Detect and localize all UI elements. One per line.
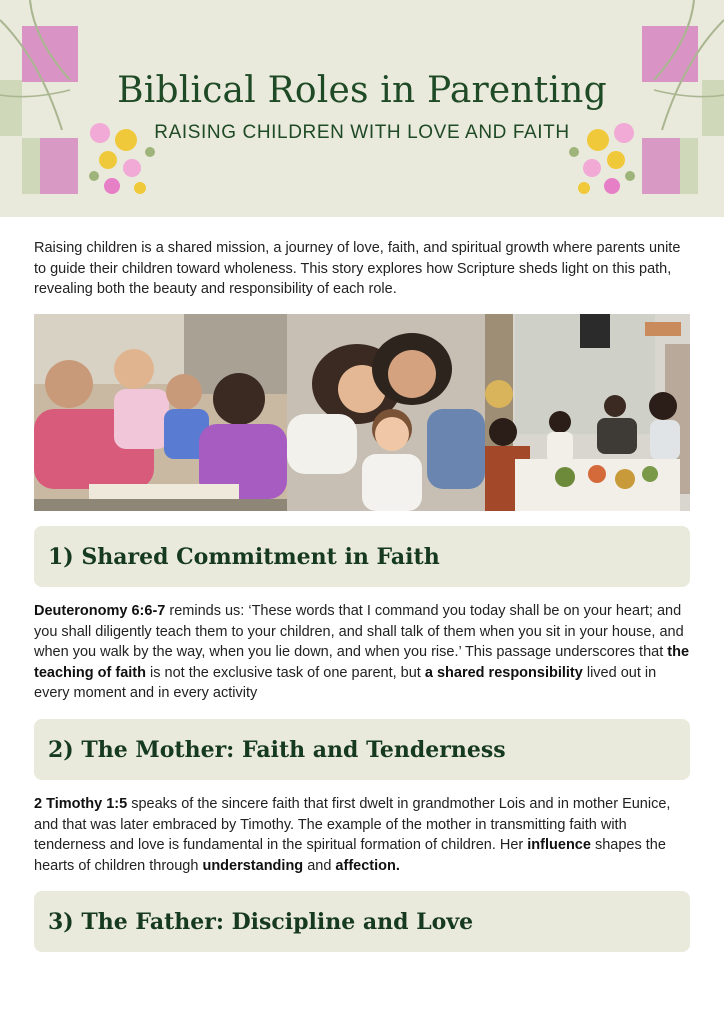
scripture-ref-2: 2 Timothy 1:5 [34,796,128,812]
photo-family-meal [485,314,690,511]
section-title-1: 1) Shared Commitment in Faith [48,543,440,570]
photo-family-reading [34,314,287,511]
photo-parents-daughter [287,314,485,511]
page-subtitle: RAISING CHILDREN WITH LOVE AND FAITH [154,122,570,143]
section-heading-3 [34,891,690,952]
section-title-2: 2) The Mother: Faith and Tenderness [48,736,506,763]
photo-strip [34,314,690,511]
scripture-ref-1: Deuteronomy 6:6-7 [34,603,166,619]
intro-paragraph: Raising children is a shared mission, a journey of love, faith, and spiritual growth where parents unite to guide their children toward wholeness. This story explores how Scripture sheds light on this path, revealing both the beauty and responsibility of each role. [34,240,681,297]
section-heading-1 [34,526,690,587]
section-2-paragraph: 2 Timothy 1:5 speaks of the sincere faith that first dwelt in grandmother Lois and in mother Eunice, and that was later embraced by Timothy. The example of the mother in transmitting faith with tenderness and love is fundamental in the spiritual formation of children. Her influence shapes the hearts of children through understanding and affection. [34,796,671,874]
header-banner [0,0,724,217]
page-title: Biblical Roles in Parenting [117,70,607,111]
section-heading-2 [34,719,690,780]
section-title-3: 3) The Father: Discipline and Love [48,908,474,935]
section-1-paragraph: Deuteronomy 6:6-7 reminds us: ‘These words that I command you today shall be on your heart; and you shall diligently teach them to your children, and shall talk of them when you sit in your house, and when you walk by the way, when you lie down, and when you rise.’ This passage underscores that the teaching of faith is not the exclusive task of one parent, but a shared responsibility lived out in every moment and in every activity [34,603,690,701]
